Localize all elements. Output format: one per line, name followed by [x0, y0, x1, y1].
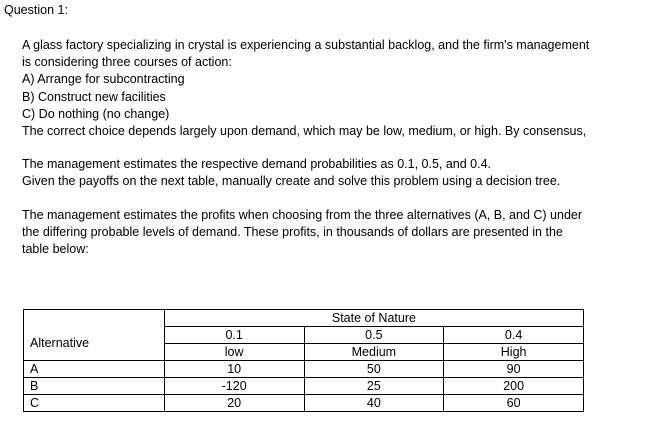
payoff-cell: 20 [164, 395, 304, 412]
probability-row [24, 327, 584, 344]
state-of-nature-header: State of Nature [164, 310, 583, 327]
text-line: The management estimates the respective demand probabilities as 0.1, 0.5, and 0.4. [22, 157, 492, 171]
alternative-cell: C [24, 395, 165, 412]
payoff-cell: 40 [304, 395, 444, 412]
payoff-cell: -120 [164, 378, 304, 395]
payoff-cell: 90 [444, 361, 584, 378]
table-row [24, 378, 584, 395]
table-row [24, 395, 584, 412]
text-line: The management estimates the profits when choosing from the three alternatives (A, B, and C) under [22, 208, 583, 222]
question-title: Question 1: [4, 3, 68, 17]
payoff-cell: 25 [304, 378, 444, 395]
probability-cell: 0.4 [444, 327, 584, 344]
text-line: the differing probable levels of demand. These profits, in thousands of dollars are presented in the [22, 225, 563, 240]
payoff-cell: 10 [164, 361, 304, 378]
table-corner-cell [24, 310, 165, 327]
alternative-cell: A [24, 361, 165, 378]
probability-paragraph [22, 156, 637, 190]
table-header-row [24, 310, 584, 327]
payoff-table [23, 309, 584, 412]
alternative-cell: B [24, 378, 165, 395]
text-line: table below: [22, 242, 89, 257]
text-line: A glass factory specializing in crystal is experiencing a substantial backlog, and the firm's management [22, 38, 590, 52]
table-row [24, 361, 584, 378]
demand-level-cell: High [444, 344, 584, 361]
profits-paragraph [22, 207, 637, 259]
option-c-line: C) Do nothing (no change) [22, 106, 170, 121]
text-line: Given the payoffs on the next table, manually create and solve this problem using a decision tree. [22, 174, 561, 189]
probability-cell: 0.1 [164, 327, 304, 344]
payoff-cell: 200 [444, 378, 584, 395]
scenario-paragraph [22, 37, 637, 140]
demand-level-cell: Medium [304, 344, 444, 361]
payoff-cell: 50 [304, 361, 444, 378]
option-b-line: B) Construct new facilities [22, 89, 166, 104]
alternative-header: Alternative [24, 327, 165, 361]
demand-level-cell: low [164, 344, 304, 361]
payoff-cell: 60 [444, 395, 584, 412]
option-a-line: A) Arrange for subcontracting [22, 72, 185, 87]
probability-cell: 0.5 [304, 327, 444, 344]
text-line: The correct choice depends largely upon demand, which may be low, medium, or high. By consensus, [22, 124, 587, 139]
text-line: is considering three courses of action: [22, 55, 232, 70]
